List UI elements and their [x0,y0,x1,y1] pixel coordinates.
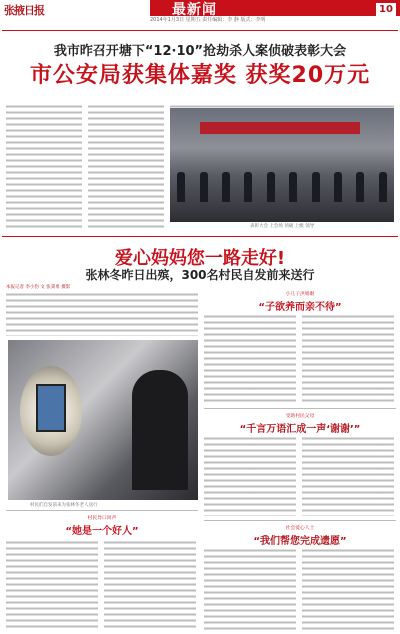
officer-figure [356,172,364,202]
col2-text-a [204,436,296,516]
col3-divider [6,510,198,511]
officer-figure [312,172,320,202]
col4-text-a [204,548,296,630]
officers-row [170,166,394,202]
second-story-subhead: 张林冬昨日出殡，300名村民自发前来送行 [85,268,315,282]
col4-label: 社会爱心人士 [285,526,315,531]
second-story-headline: 爱心妈妈您一路走好! [114,248,286,269]
section-title: 最新闻 [172,2,217,18]
col4-text-b [302,548,394,630]
top-divider [2,30,398,31]
col2-title: “千言万语汇成一声‘谢谢’” [239,424,361,435]
photo2-caption: 村民们自发前来为张林冬老人送行 [30,503,98,508]
newspaper-logo: 张掖日报 [4,4,44,17]
top-story-text-col2 [88,104,164,230]
second-story-byline: 本报记者 李小豹 文 张秉勇 摄影 [6,285,71,290]
col3-text-b [104,540,196,630]
col1-text-b [302,314,394,404]
col3-title: “她是一个好人” [65,526,139,537]
funeral-photo [8,340,198,500]
photo1-caption: 表彰大会 上会场 侦破 上级 领导 [250,224,315,229]
second-story-lede [6,292,198,336]
mourner-figure [132,370,188,490]
col2-text-b [302,436,394,516]
top-story-kicker: 我市昨召开塘下“12·10”抢劫杀人案侦破表彰大会 [53,44,347,59]
officer-figure [289,172,297,202]
col3-text-a [6,540,98,630]
officer-figure [379,172,387,202]
top-story-headline: 市公安局获集体嘉奖 获奖20万元 [29,63,371,88]
officer-figure [177,172,185,202]
col2-label: 受助村民父母 [285,414,315,419]
col2-divider [204,408,396,409]
dateline: 2014年1月3日 星期五 责任编辑：李 静 版式：李明 [150,17,266,23]
award-ceremony-photo [170,108,394,222]
mid-divider [2,236,398,237]
col1-title: “子欲养而亲不待” [258,302,342,313]
stage-banner [200,122,360,134]
top-story-text-col1 [6,104,82,230]
page-number: 10 [376,3,396,17]
col4-title: “我们帮您完成遗愿” [253,536,347,547]
officer-figure [222,172,230,202]
officer-figure [244,172,252,202]
col4-divider [204,520,396,521]
col3-label: 村民异口同声 [87,516,117,521]
memorial-portrait [36,384,66,432]
col1-text-a [204,314,296,404]
officer-figure [334,172,342,202]
officer-figure [267,172,275,202]
col1-label: 小儿子洪娟眼 [285,292,315,297]
masthead [0,0,400,22]
officer-figure [200,172,208,202]
